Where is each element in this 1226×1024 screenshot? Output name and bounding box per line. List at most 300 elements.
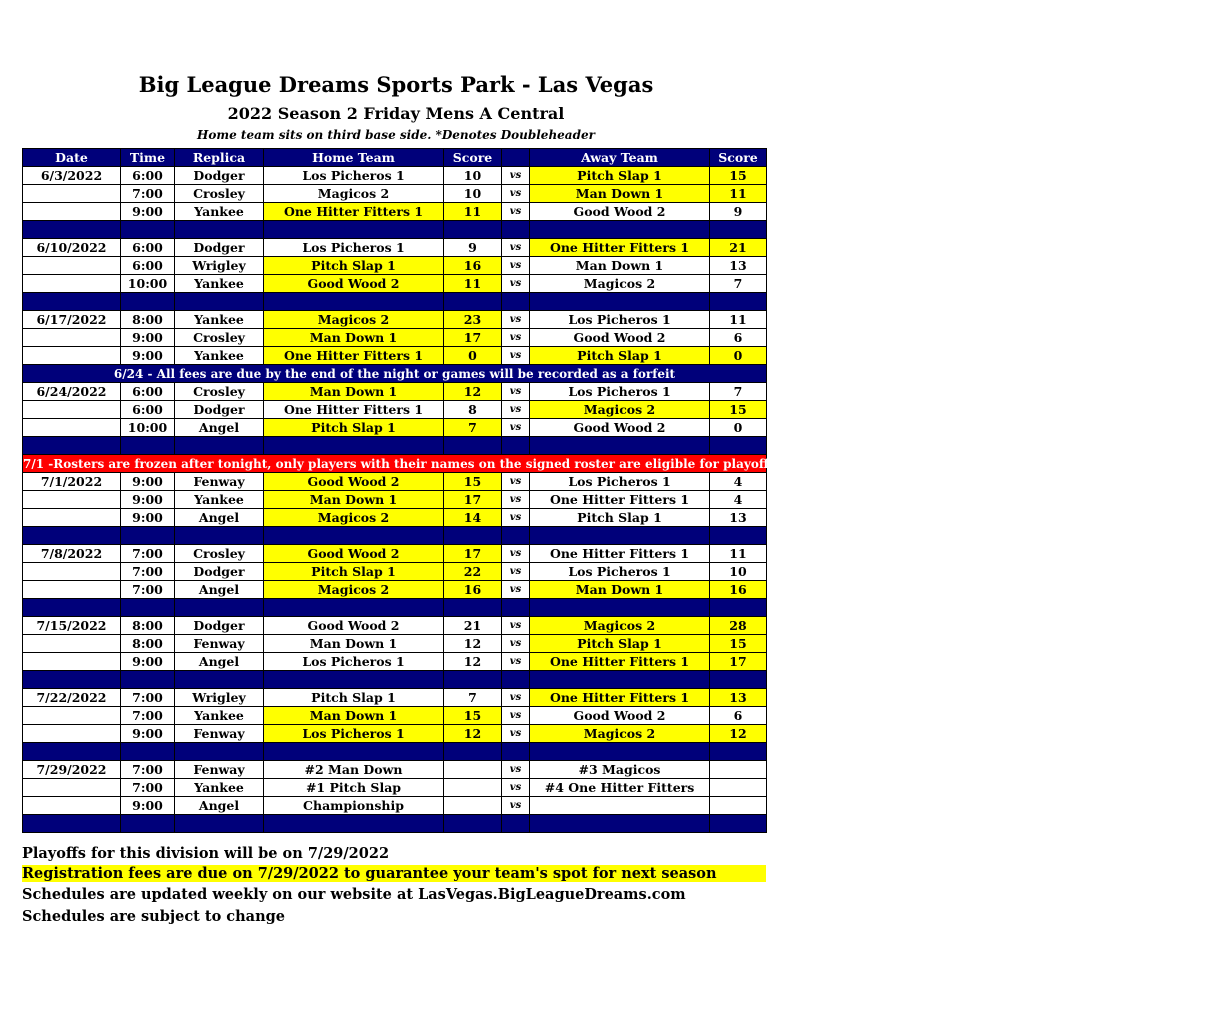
home-score-cell: 16 <box>444 257 502 275</box>
separator-cell <box>175 671 264 689</box>
separator-cell <box>444 527 502 545</box>
separator-cell <box>121 437 175 455</box>
home-team-cell: Man Down 1 <box>264 635 444 653</box>
separator-cell <box>530 437 710 455</box>
header-row <box>23 149 767 167</box>
date-cell <box>23 275 121 293</box>
date-cell <box>23 797 121 815</box>
separator-cell <box>530 671 710 689</box>
replica-cell: Crosley <box>175 185 264 203</box>
date-cell <box>23 419 121 437</box>
game-row <box>23 347 767 365</box>
vs-cell: vs <box>502 635 530 653</box>
away-team-cell: Pitch Slap 1 <box>530 509 710 527</box>
footer-disclaimer: Schedules are subject to change <box>22 908 285 925</box>
away-team-cell: Magicos 2 <box>530 617 710 635</box>
away-score-cell: 13 <box>710 509 767 527</box>
vs-cell: vs <box>502 401 530 419</box>
separator-cell <box>175 293 264 311</box>
away-score-cell: 15 <box>710 167 767 185</box>
replica-cell: Angel <box>175 797 264 815</box>
separator-cell <box>530 743 710 761</box>
replica-cell: Angel <box>175 581 264 599</box>
separator-cell <box>444 599 502 617</box>
time-cell: 7:00 <box>121 761 175 779</box>
replica-cell: Yankee <box>175 707 264 725</box>
replica-cell: Fenway <box>175 635 264 653</box>
away-team-cell: #3 Magicos <box>530 761 710 779</box>
date-cell: 6/10/2022 <box>23 239 121 257</box>
replica-cell: Fenway <box>175 473 264 491</box>
home-score-cell: 12 <box>444 653 502 671</box>
time-cell: 9:00 <box>121 509 175 527</box>
away-team-cell: Good Wood 2 <box>530 419 710 437</box>
home-team-cell: Championship <box>264 797 444 815</box>
separator-cell <box>710 599 767 617</box>
time-cell: 9:00 <box>121 491 175 509</box>
away-score-cell: 11 <box>710 545 767 563</box>
date-cell <box>23 635 121 653</box>
home-score-cell: 8 <box>444 401 502 419</box>
game-row <box>23 797 767 815</box>
separator-row <box>23 527 767 545</box>
separator-cell <box>264 599 444 617</box>
home-score-cell <box>444 761 502 779</box>
date-cell <box>23 257 121 275</box>
vs-cell: vs <box>502 707 530 725</box>
separator-cell <box>23 527 121 545</box>
home-team-cell: Pitch Slap 1 <box>264 257 444 275</box>
separator-cell <box>264 743 444 761</box>
separator-cell <box>264 221 444 239</box>
date-cell <box>23 581 121 599</box>
away-score-cell: 12 <box>710 725 767 743</box>
footer-playoffs: Playoffs for this division will be on 7/29/2022 <box>22 845 390 862</box>
home-score-cell: 12 <box>444 635 502 653</box>
time-cell: 6:00 <box>121 401 175 419</box>
separator-cell <box>264 527 444 545</box>
away-score-cell: 11 <box>710 185 767 203</box>
away-score-cell: 11 <box>710 311 767 329</box>
away-team-cell: Good Wood 2 <box>530 329 710 347</box>
home-team-cell: #2 Man Down <box>264 761 444 779</box>
home-team-cell: One Hitter Fitters 1 <box>264 401 444 419</box>
separator-cell <box>530 293 710 311</box>
vs-cell: vs <box>502 347 530 365</box>
time-cell: 8:00 <box>121 311 175 329</box>
home-team-cell: Magicos 2 <box>264 581 444 599</box>
separator-cell <box>121 671 175 689</box>
separator-cell <box>264 815 444 833</box>
vs-cell: vs <box>502 329 530 347</box>
notice-row <box>23 455 767 473</box>
date-cell <box>23 401 121 419</box>
date-cell <box>23 491 121 509</box>
away-score-cell: 4 <box>710 491 767 509</box>
time-cell: 9:00 <box>121 653 175 671</box>
separator-row <box>23 671 767 689</box>
time-cell: 6:00 <box>121 239 175 257</box>
date-cell <box>23 563 121 581</box>
replica-cell: Yankee <box>175 203 264 221</box>
game-row <box>23 275 767 293</box>
away-team-cell: Man Down 1 <box>530 185 710 203</box>
col-away-team: Away Team <box>530 149 710 167</box>
separator-row <box>23 293 767 311</box>
replica-cell: Yankee <box>175 491 264 509</box>
col-time: Time <box>121 149 175 167</box>
vs-cell: vs <box>502 419 530 437</box>
home-score-cell: 9 <box>444 239 502 257</box>
away-score-cell: 13 <box>710 257 767 275</box>
separator-cell <box>23 599 121 617</box>
separator-cell <box>710 221 767 239</box>
date-cell <box>23 203 121 221</box>
time-cell: 9:00 <box>121 725 175 743</box>
home-team-cell: Good Wood 2 <box>264 275 444 293</box>
home-score-cell: 7 <box>444 419 502 437</box>
vs-cell: vs <box>502 761 530 779</box>
away-score-cell: 6 <box>710 329 767 347</box>
date-cell: 6/24/2022 <box>23 383 121 401</box>
home-score-cell: 12 <box>444 725 502 743</box>
replica-cell: Angel <box>175 653 264 671</box>
separator-cell <box>444 815 502 833</box>
date-cell <box>23 329 121 347</box>
away-score-cell <box>710 779 767 797</box>
home-score-cell: 16 <box>444 581 502 599</box>
game-row <box>23 725 767 743</box>
separator-row <box>23 221 767 239</box>
time-cell: 9:00 <box>121 347 175 365</box>
away-score-cell: 9 <box>710 203 767 221</box>
replica-cell: Yankee <box>175 311 264 329</box>
date-cell: 7/8/2022 <box>23 545 121 563</box>
away-score-cell <box>710 761 767 779</box>
separator-cell <box>530 221 710 239</box>
page-title: Big League Dreams Sports Park - Las Vegas <box>138 72 654 97</box>
col-vs <box>502 149 530 167</box>
away-score-cell: 21 <box>710 239 767 257</box>
col-replica: Replica <box>175 149 264 167</box>
separator-cell <box>502 437 530 455</box>
vs-cell: vs <box>502 203 530 221</box>
away-team-cell: Magicos 2 <box>530 401 710 419</box>
separator-cell <box>23 815 121 833</box>
home-team-cell: Good Wood 2 <box>264 617 444 635</box>
home-score-cell: 17 <box>444 491 502 509</box>
away-team-cell: Pitch Slap 1 <box>530 167 710 185</box>
home-team-cell: One Hitter Fitters 1 <box>264 347 444 365</box>
replica-cell: Yankee <box>175 275 264 293</box>
home-score-cell: 10 <box>444 185 502 203</box>
game-row <box>23 311 767 329</box>
time-cell: 6:00 <box>121 167 175 185</box>
separator-cell <box>121 221 175 239</box>
away-team-cell: One Hitter Fitters 1 <box>530 689 710 707</box>
away-score-cell: 15 <box>710 635 767 653</box>
footer-registration: Registration fees are due on 7/29/2022 to guarantee your team's spot for next season <box>22 865 766 882</box>
time-cell: 7:00 <box>121 563 175 581</box>
game-row <box>23 401 767 419</box>
time-cell: 7:00 <box>121 581 175 599</box>
col-date: Date <box>23 149 121 167</box>
date-cell <box>23 509 121 527</box>
home-score-cell: 11 <box>444 275 502 293</box>
vs-cell: vs <box>502 473 530 491</box>
time-cell: 10:00 <box>121 275 175 293</box>
replica-cell: Dodger <box>175 617 264 635</box>
game-row <box>23 653 767 671</box>
time-cell: 9:00 <box>121 797 175 815</box>
date-cell: 7/29/2022 <box>23 761 121 779</box>
replica-cell: Angel <box>175 419 264 437</box>
replica-cell: Fenway <box>175 725 264 743</box>
time-cell: 9:00 <box>121 203 175 221</box>
separator-cell <box>444 743 502 761</box>
separator-cell <box>502 671 530 689</box>
home-team-cell: Good Wood 2 <box>264 473 444 491</box>
time-cell: 7:00 <box>121 707 175 725</box>
home-team-cell: Los Picheros 1 <box>264 239 444 257</box>
replica-cell: Dodger <box>175 401 264 419</box>
away-team-cell: #4 One Hitter Fitters <box>530 779 710 797</box>
vs-cell: vs <box>502 491 530 509</box>
home-score-cell <box>444 779 502 797</box>
away-team-cell <box>530 797 710 815</box>
away-score-cell <box>710 797 767 815</box>
separator-cell <box>530 527 710 545</box>
vs-cell: vs <box>502 239 530 257</box>
time-cell: 7:00 <box>121 689 175 707</box>
separator-cell <box>121 743 175 761</box>
home-score-cell: 12 <box>444 383 502 401</box>
away-team-cell: Magicos 2 <box>530 275 710 293</box>
page-note: Home team sits on third base side. *Denotes Doubleheader <box>197 128 595 142</box>
home-score-cell: 7 <box>444 689 502 707</box>
separator-cell <box>23 671 121 689</box>
away-score-cell: 16 <box>710 581 767 599</box>
home-score-cell: 21 <box>444 617 502 635</box>
replica-cell: Dodger <box>175 563 264 581</box>
game-row <box>23 509 767 527</box>
separator-cell <box>23 743 121 761</box>
home-team-cell: Pitch Slap 1 <box>264 689 444 707</box>
away-team-cell: Pitch Slap 1 <box>530 347 710 365</box>
separator-row <box>23 743 767 761</box>
away-team-cell: Man Down 1 <box>530 257 710 275</box>
footer-website: Schedules are updated weekly on our website at LasVegas.BigLeagueDreams.com <box>22 886 686 903</box>
home-team-cell: Magicos 2 <box>264 311 444 329</box>
separator-cell <box>264 293 444 311</box>
time-cell: 7:00 <box>121 779 175 797</box>
date-cell: 6/3/2022 <box>23 167 121 185</box>
game-row <box>23 383 767 401</box>
vs-cell: vs <box>502 581 530 599</box>
vs-cell: vs <box>502 617 530 635</box>
date-cell <box>23 653 121 671</box>
time-cell: 8:00 <box>121 617 175 635</box>
home-team-cell: Pitch Slap 1 <box>264 419 444 437</box>
away-score-cell: 13 <box>710 689 767 707</box>
home-score-cell: 11 <box>444 203 502 221</box>
home-score-cell: 15 <box>444 707 502 725</box>
away-team-cell: Pitch Slap 1 <box>530 635 710 653</box>
game-row <box>23 545 767 563</box>
time-cell: 10:00 <box>121 419 175 437</box>
vs-cell: vs <box>502 725 530 743</box>
date-cell: 7/15/2022 <box>23 617 121 635</box>
home-team-cell: Los Picheros 1 <box>264 725 444 743</box>
replica-cell: Yankee <box>175 347 264 365</box>
away-score-cell: 15 <box>710 401 767 419</box>
col-away-score: Score <box>710 149 767 167</box>
vs-cell: vs <box>502 185 530 203</box>
page-subtitle: 2022 Season 2 Friday Mens A Central <box>227 104 565 123</box>
home-team-cell: One Hitter Fitters 1 <box>264 203 444 221</box>
home-score-cell: 22 <box>444 563 502 581</box>
replica-cell: Wrigley <box>175 689 264 707</box>
home-score-cell: 0 <box>444 347 502 365</box>
schedule-table <box>22 148 1226 833</box>
away-team-cell: One Hitter Fitters 1 <box>530 239 710 257</box>
home-team-cell: Man Down 1 <box>264 707 444 725</box>
col-home-score: Score <box>444 149 502 167</box>
separator-cell <box>710 671 767 689</box>
home-score-cell: 10 <box>444 167 502 185</box>
game-row <box>23 779 767 797</box>
game-row <box>23 239 767 257</box>
separator-cell <box>175 599 264 617</box>
time-cell: 7:00 <box>121 545 175 563</box>
vs-cell: vs <box>502 563 530 581</box>
separator-cell <box>502 527 530 545</box>
away-team-cell: One Hitter Fitters 1 <box>530 545 710 563</box>
time-cell: 8:00 <box>121 635 175 653</box>
vs-cell: vs <box>502 653 530 671</box>
home-team-cell: Magicos 2 <box>264 509 444 527</box>
separator-cell <box>23 437 121 455</box>
separator-cell <box>264 437 444 455</box>
away-score-cell: 6 <box>710 707 767 725</box>
home-team-cell: Man Down 1 <box>264 329 444 347</box>
vs-cell: vs <box>502 509 530 527</box>
separator-cell <box>444 293 502 311</box>
separator-cell <box>121 293 175 311</box>
separator-cell <box>444 221 502 239</box>
separator-cell <box>175 527 264 545</box>
away-team-cell: Magicos 2 <box>530 725 710 743</box>
vs-cell: vs <box>502 383 530 401</box>
home-score-cell: 17 <box>444 545 502 563</box>
vs-cell: vs <box>502 545 530 563</box>
separator-cell <box>710 815 767 833</box>
home-team-cell: Los Picheros 1 <box>264 653 444 671</box>
vs-cell: vs <box>502 167 530 185</box>
home-team-cell: #1 Pitch Slap <box>264 779 444 797</box>
home-team-cell: Magicos 2 <box>264 185 444 203</box>
separator-cell <box>23 293 121 311</box>
game-row <box>23 167 767 185</box>
away-team-cell: Good Wood 2 <box>530 707 710 725</box>
away-team-cell: Man Down 1 <box>530 581 710 599</box>
notice-text: 6/24 - All fees are due by the end of the night or games will be recorded as a forfeit <box>23 365 767 383</box>
game-row <box>23 257 767 275</box>
game-row <box>23 185 767 203</box>
separator-cell <box>121 815 175 833</box>
vs-cell: vs <box>502 689 530 707</box>
replica-cell: Dodger <box>175 239 264 257</box>
separator-cell <box>175 437 264 455</box>
date-cell <box>23 707 121 725</box>
separator-cell <box>530 815 710 833</box>
game-row <box>23 563 767 581</box>
replica-cell: Fenway <box>175 761 264 779</box>
home-team-cell: Man Down 1 <box>264 383 444 401</box>
replica-cell: Crosley <box>175 383 264 401</box>
replica-cell: Yankee <box>175 779 264 797</box>
separator-cell <box>121 527 175 545</box>
game-row <box>23 491 767 509</box>
separator-cell <box>502 599 530 617</box>
game-row <box>23 473 767 491</box>
home-team-cell: Man Down 1 <box>264 491 444 509</box>
away-team-cell: One Hitter Fitters 1 <box>530 491 710 509</box>
game-row <box>23 689 767 707</box>
home-team-cell: Good Wood 2 <box>264 545 444 563</box>
away-team-cell: Los Picheros 1 <box>530 473 710 491</box>
date-cell: 7/1/2022 <box>23 473 121 491</box>
home-team-cell: Pitch Slap 1 <box>264 563 444 581</box>
time-cell: 7:00 <box>121 185 175 203</box>
away-team-cell: Los Picheros 1 <box>530 563 710 581</box>
game-row <box>23 419 767 437</box>
vs-cell: vs <box>502 779 530 797</box>
notice-row <box>23 365 767 383</box>
away-score-cell: 7 <box>710 275 767 293</box>
separator-cell <box>710 293 767 311</box>
vs-cell: vs <box>502 797 530 815</box>
separator-cell <box>121 599 175 617</box>
game-row <box>23 581 767 599</box>
game-row <box>23 617 767 635</box>
separator-cell <box>444 437 502 455</box>
away-team-cell: One Hitter Fitters 1 <box>530 653 710 671</box>
replica-cell: Dodger <box>175 167 264 185</box>
vs-cell: vs <box>502 311 530 329</box>
date-cell: 7/22/2022 <box>23 689 121 707</box>
time-cell: 9:00 <box>121 473 175 491</box>
separator-row <box>23 599 767 617</box>
game-row <box>23 761 767 779</box>
date-cell <box>23 185 121 203</box>
notice-text: 7/1 -Rosters are frozen after tonight, only players with their names on the signed roster are eligible for playoffs. Please check carefully as changes will not be made for omissions. <box>23 456 1226 471</box>
date-cell <box>23 725 121 743</box>
separator-cell <box>23 221 121 239</box>
separator-cell <box>710 437 767 455</box>
separator-cell <box>502 293 530 311</box>
separator-row <box>23 437 767 455</box>
away-score-cell: 17 <box>710 653 767 671</box>
home-score-cell: 14 <box>444 509 502 527</box>
time-cell: 6:00 <box>121 257 175 275</box>
separator-cell <box>264 671 444 689</box>
col-home-team: Home Team <box>264 149 444 167</box>
date-cell <box>23 779 121 797</box>
separator-cell <box>710 527 767 545</box>
separator-cell <box>530 599 710 617</box>
away-score-cell: 4 <box>710 473 767 491</box>
